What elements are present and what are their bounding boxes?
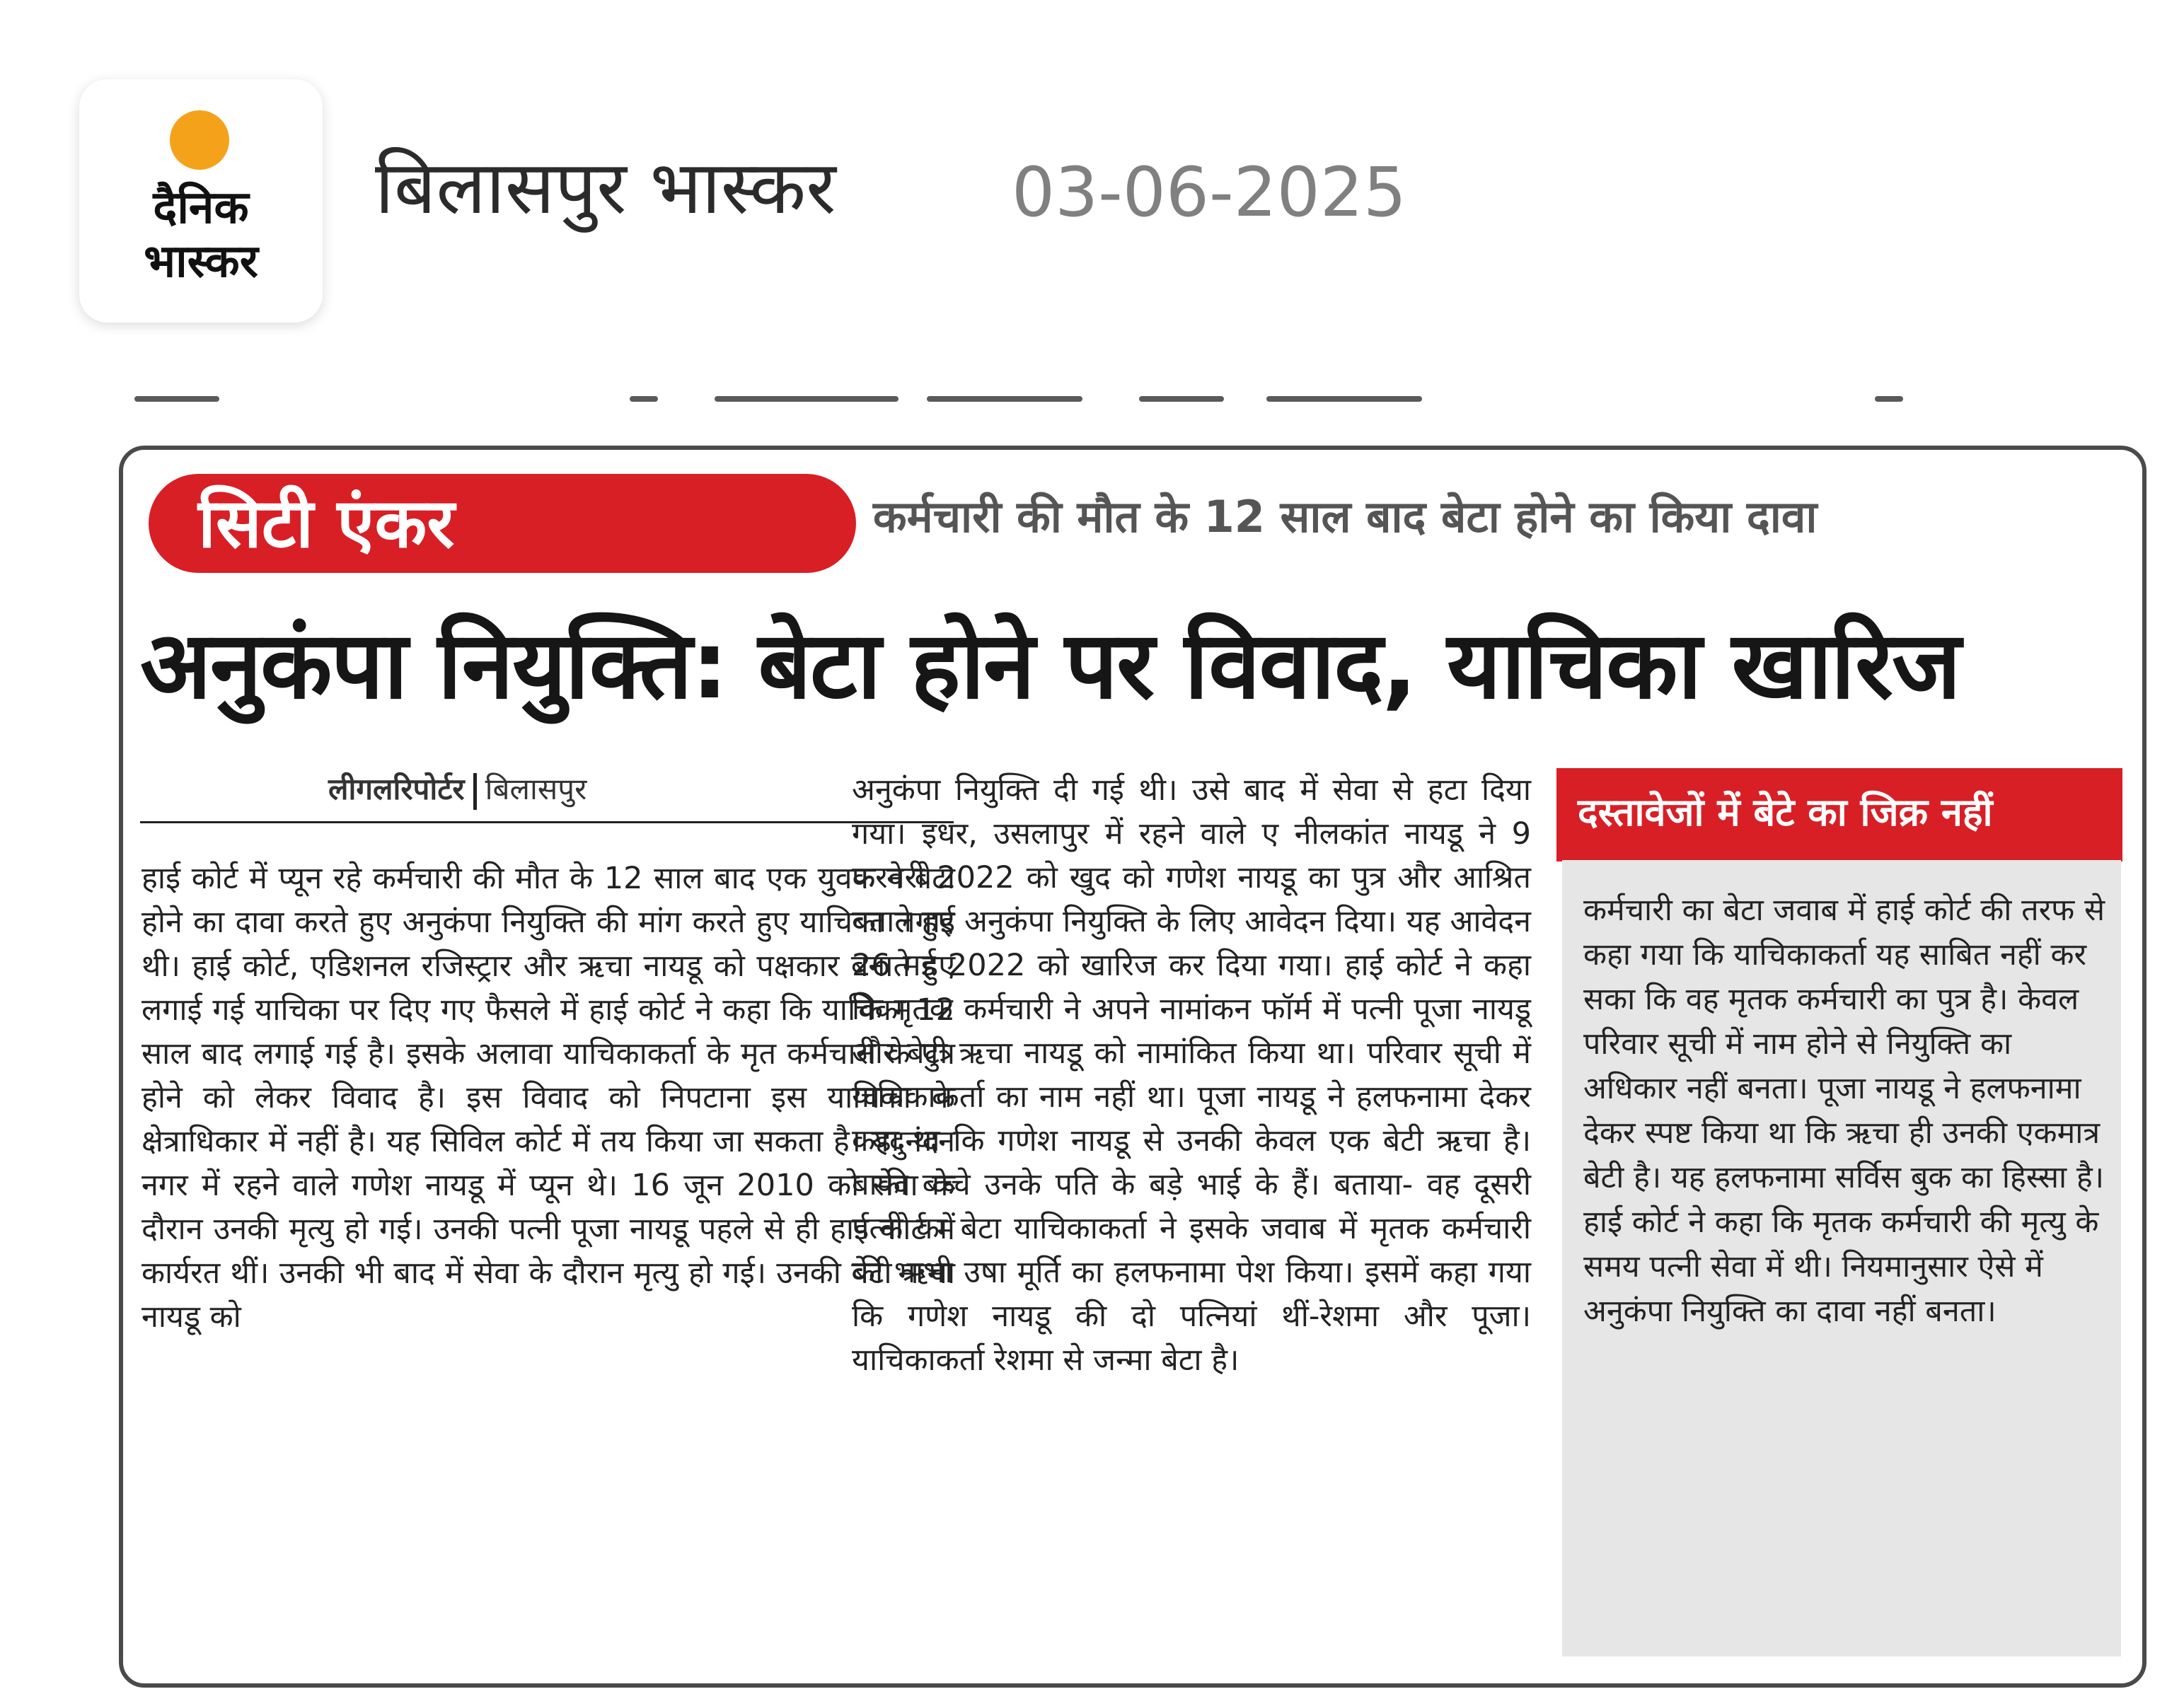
publication-date: 03-06-2025: [1012, 153, 1406, 232]
sidebar-text: कर्मचारी का बेटा जवाब में हाई कोर्ट की तरफ से कहा गया कि याचिकाकर्ता यह साबित नहीं कर सका कि वह मृतक कर्मचारी का पुत्र है। केवल परिवार सूची में नाम होने से नियुक्ति का अधिकार नहीं बनता। पूजा नायडू ने हलफनामा देकर स्पष्ट किया था कि ऋचा ही उनकी एकमात्र बेटी है। यह हलफनामा सर्विस बुक का हिस्सा है। हाई कोर्ट ने कहा कि मृतक कर्मचारी की मृत्यु के समय पत्नी सेवा में थी। नियमानुसार ऐसे में अनुकंपा नियुक्ति का दावा नहीं बनता।: [1583, 893, 2105, 1329]
cropped-previous-article-strip: [134, 382, 1917, 410]
sidebar-heading: दस्तावेजों में बेटे का जिक्र नहीं: [1578, 790, 1993, 835]
article-headline: अनुकंपा नियुक्ति: बेटा होने पर विवाद, याचिका खारिज: [140, 611, 1960, 720]
byline: [328, 768, 824, 810]
byline-place: बिलासपुर: [485, 772, 587, 806]
byline-divider: [140, 821, 954, 823]
logo-text-line2: भास्कर: [144, 236, 258, 288]
kicker-label: सिटी एंकर: [198, 484, 455, 563]
dainik-bhaskar-logo: [79, 79, 323, 323]
kicker-badge: [149, 474, 856, 573]
logo-text-line1: दैनिक: [153, 182, 249, 234]
sun-icon: [170, 110, 229, 170]
article-column-2: [852, 768, 1531, 1382]
sidebar-column: [1583, 888, 2107, 1334]
news-clipping: [119, 446, 2147, 1688]
column-2-text: अनुकंपा नियुक्ति दी गई थी। उसे बाद में सेवा से हटा दिया गया। इधर, उसलापुर में रहने वाले ए नीलकांत नायडू ने 9 फरवरी 2022 को खुद को गणेश नायडू का पुत्र और आश्रित बताते हुए अनुकंपा नियुक्ति के लिए आवेदन दिया। यह आवेदन 26 मई 2022 को खारिज कर दिया गया। हाई कोर्ट ने कहा कि मृतक कर्मचारी ने अपने नामांकन फॉर्म में पत्नी पूजा नायडू और बेटी ऋचा नायडू को नामांकित किया था। परिवार सूची में याचिकाकर्ता का नाम नहीं था। पूजा नायडू ने हलफनामा देकर कहा था कि गणेश नायडू से उनकी केवल एक बेटी ऋचा है। बाकी बच्चे उनके पति के बड़े भाई के हैं। बताया- वह दूसरी पत्नी का बेटा याचिकाकर्ता ने इसके जवाब में मृतक कर्मचारी की भाभी उषा मूर्ति का हलफनामा पेश किया। इसमें कहा गया कि गणेश नायडू की दो पत्नियां थीं-रेशमा और पूजा। याचिकाकर्ता रेशमा से जन्मा बेटा है।: [852, 772, 1531, 1378]
byline-separator: [473, 773, 477, 810]
column-1-text: हाई कोर्ट में प्यून रहे कर्मचारी की मौत के 12 साल बाद एक युवक ने बेटा होने का दावा करते हुए अनुकंपा नियुक्ति की मांग करते हुए याचिका लगाई थी। हाई कोर्ट, एडिशनल रजिस्ट्रार और ऋचा नायडू को पक्षकार बनाते हुए लगाई गई याचिका पर दिए गए फैसले में हाई कोर्ट ने कहा कि याचिका 12 साल बाद लगाई गई है। इसके अलावा याचिकाकर्ता के मृत कर्मचारी के पुत्र होने को लेकर विवाद है। इस विवाद को निपटाना इस याचिका के क्षेत्राधिकार में नहीं है। यह सिविल कोर्ट में तय किया जा सकता है। यदुनंदन नगर में रहने वाले गणेश नायडू में प्यून थे। 16 जून 2010 को सेवा के दौरान उनकी मृत्यु हो गई। उनकी पत्नी पूजा नायडू पहले से ही हाई कोर्ट में कार्यरत थीं। उनकी भी बाद में सेवा के दौरान मृत्यु हो गई। उनकी बेटी ऋचा नायडू को: [141, 861, 955, 1335]
article-column-1: [141, 857, 955, 1339]
byline-reporter: लीगलरिपोर्टर: [328, 772, 465, 806]
article-subheadline: कर्मचारी की मौत के 12 साल बाद बेटा होने का किया दावा: [873, 491, 1818, 542]
edition-title: बिलासपुर भास्कर: [375, 144, 836, 231]
sidebar-heading-bar: [1556, 768, 2122, 861]
